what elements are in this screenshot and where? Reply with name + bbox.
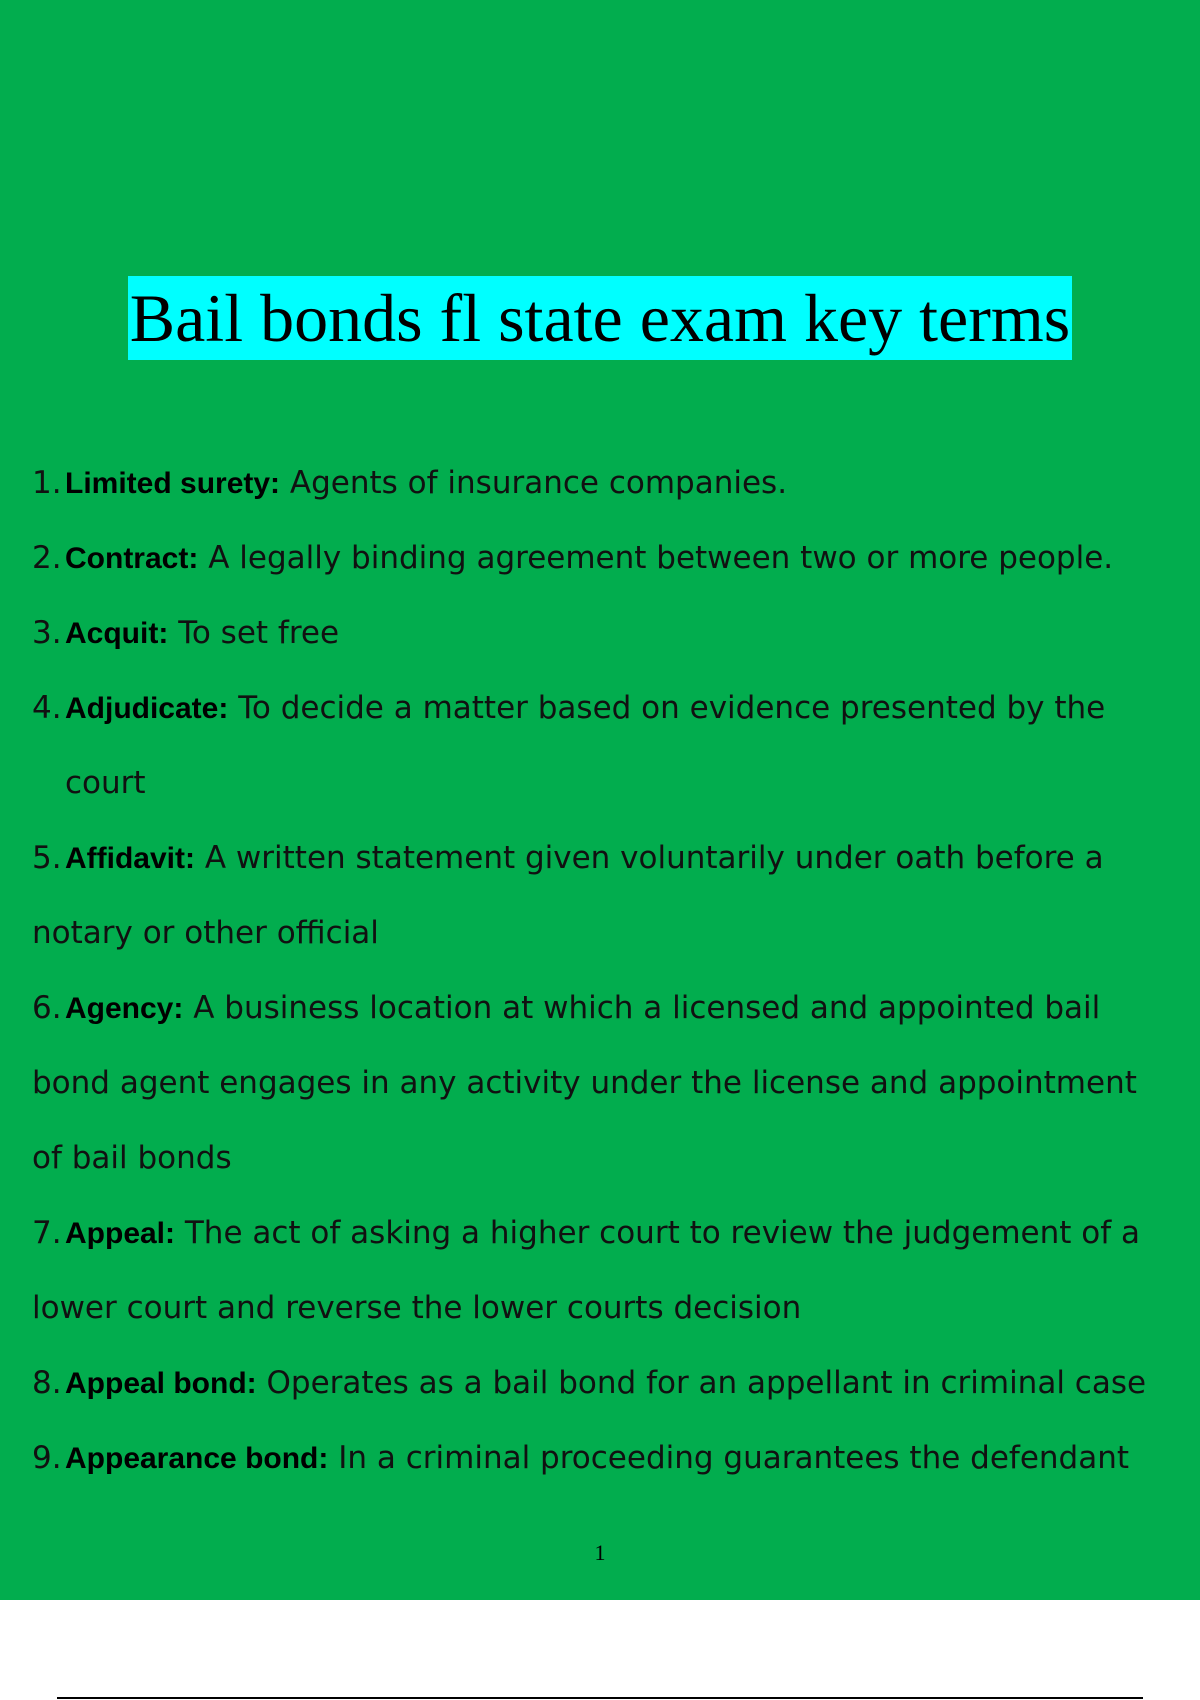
term-label: Adjudicate: bbox=[65, 692, 229, 725]
list-item bbox=[32, 1421, 1200, 1496]
list-item bbox=[32, 1346, 1200, 1421]
term-label: Appearance bond: bbox=[65, 1442, 329, 1475]
item-number: 3. bbox=[32, 615, 62, 651]
list-item bbox=[32, 446, 1200, 521]
term-definition: To decide a matter based on evidence presented by the bbox=[238, 690, 1106, 726]
footer-divider bbox=[57, 1697, 1143, 1699]
document-title: Bail bonds fl state exam key terms bbox=[128, 276, 1072, 360]
term-definition: Agents of insurance companies. bbox=[289, 465, 788, 501]
item-number: 6. bbox=[32, 990, 62, 1026]
term-definition-continuation: court bbox=[65, 765, 146, 801]
list-item bbox=[32, 971, 1200, 1046]
term-label: Appeal bond: bbox=[65, 1367, 257, 1400]
title-container bbox=[0, 276, 1200, 360]
term-definition: The act of asking a higher court to review the judgement of a bbox=[184, 1215, 1141, 1251]
item-number: 5. bbox=[32, 840, 62, 876]
list-item bbox=[32, 596, 1200, 671]
term-definition: A legally binding agreement between two or more people. bbox=[208, 540, 1114, 576]
list-item bbox=[32, 671, 1200, 746]
list-item bbox=[32, 1196, 1200, 1271]
item-number: 8. bbox=[32, 1365, 62, 1401]
term-definition: A written statement given voluntarily under oath before a bbox=[204, 840, 1104, 876]
term-label: Limited surety: bbox=[65, 467, 281, 500]
term-label: Affidavit: bbox=[65, 842, 195, 875]
term-definition-continuation: bond agent engages in any activity under the license and appointment bbox=[32, 1065, 1137, 1101]
terms-list bbox=[32, 446, 1200, 1496]
term-definition-continuation: of bail bonds bbox=[32, 1140, 232, 1176]
item-number: 2. bbox=[32, 540, 62, 576]
term-definition: In a criminal proceeding guarantees the defendant bbox=[338, 1440, 1130, 1476]
term-definition: A business location at which a licensed and appointed bail bbox=[193, 990, 1101, 1026]
term-definition-continuation: lower court and reverse the lower courts decision bbox=[32, 1290, 802, 1326]
term-label: Contract: bbox=[65, 542, 199, 575]
item-number: 9. bbox=[32, 1440, 62, 1476]
item-number: 7. bbox=[32, 1215, 62, 1251]
list-item bbox=[32, 821, 1200, 896]
term-label: Agency: bbox=[65, 992, 184, 1025]
item-number: 1. bbox=[32, 465, 62, 501]
term-definition: Operates as a bail bond for an appellant in criminal case bbox=[266, 1365, 1147, 1401]
page-number: 1 bbox=[594, 1540, 606, 1565]
list-item bbox=[32, 521, 1200, 596]
term-label: Appeal: bbox=[65, 1217, 176, 1250]
term-label: Acquit: bbox=[65, 617, 169, 650]
term-definition-continuation: notary or other official bbox=[32, 915, 379, 951]
term-definition: To set free bbox=[178, 615, 340, 651]
item-number: 4. bbox=[32, 690, 62, 726]
